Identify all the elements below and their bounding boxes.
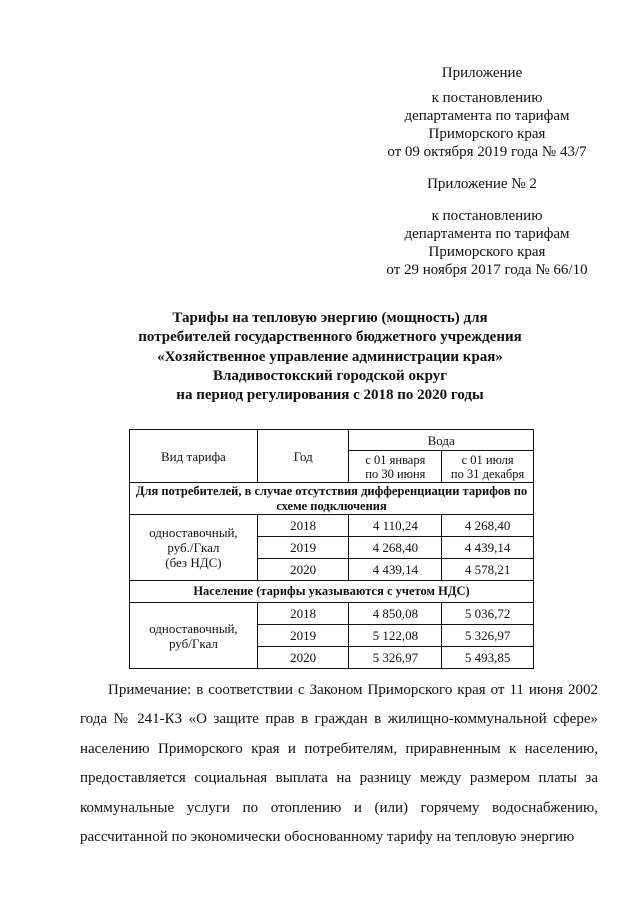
annex-1-title: Приложение xyxy=(441,65,523,81)
value-cell: 4 110,24 xyxy=(349,515,442,537)
note-paragraph xyxy=(80,676,598,852)
annex-1-line: от 09 октября 2019 года № 43/7 xyxy=(387,144,587,160)
value-cell: 5 036,72 xyxy=(442,603,534,625)
value-cell: 5 326,97 xyxy=(349,647,442,669)
annex-1-line: Приморского края xyxy=(428,126,546,142)
value-cell: 4 268,40 xyxy=(442,515,534,537)
year-cell: 2018 xyxy=(257,603,349,625)
value-cell: 4 850,08 xyxy=(349,603,442,625)
section-2-title: Население (тарифы указываются с учетом НДС) xyxy=(130,581,534,603)
value-cell: 5 122,08 xyxy=(349,625,442,647)
note-text: Примечание: в соответствии с Законом Приморского края от 11 июня 2002 года № 241-КЗ «О защите прав в граждан в жилищно-коммунальной сфере» населению Приморского края и потребителям, приравненным к населению, предоставляется социальная выплата на разницу между размером платы за коммунальные услуги по отоплению и (или) горячему водоснабжению, рассчитанной по экономически обоснованному тарифу на тепловую энергию xyxy=(80,682,598,846)
annex-2-line: к постановлению xyxy=(431,208,543,224)
col-header-year: Год xyxy=(257,430,349,483)
annex-1-line: к постановлению xyxy=(431,90,543,106)
col-header-h1: с 01 января по 30 июня xyxy=(349,451,442,483)
table-row xyxy=(130,603,534,625)
section-2-tariff-label: одноставочный, руб/Гкал xyxy=(130,603,258,669)
year-cell: 2019 xyxy=(257,625,349,647)
value-cell: 4 578,21 xyxy=(442,559,534,581)
year-cell: 2020 xyxy=(257,559,349,581)
year-cell: 2018 xyxy=(257,515,349,537)
annex-2-line: Приморского края xyxy=(428,244,546,260)
value-cell: 4 439,14 xyxy=(442,537,534,559)
title-line: потребителей государственного бюджетного учреждения xyxy=(138,329,522,346)
title-line: на период регулирования с 2018 по 2020 годы xyxy=(176,387,484,404)
year-cell: 2019 xyxy=(257,537,349,559)
title-line: «Хозяйственное управление администрации края» xyxy=(157,348,503,365)
value-cell: 4 268,40 xyxy=(349,537,442,559)
tariff-table xyxy=(129,429,534,669)
col-header-h2: с 01 июля по 31 декабря xyxy=(442,451,534,483)
annex-1-line: департамента по тарифам xyxy=(404,108,570,124)
document-title xyxy=(40,309,620,405)
title-line: Владивостокский городской округ xyxy=(212,367,448,384)
section-1-tariff-label: одноставочный, руб./Гкал (без НДС) xyxy=(130,515,258,581)
year-cell: 2020 xyxy=(257,647,349,669)
col-header-water: Вода xyxy=(349,430,534,451)
section-1-title: Для потребителей, в случае отсутствия дифференциации тарифов по схеме подключения xyxy=(130,483,534,515)
value-cell: 4 439,14 xyxy=(349,559,442,581)
value-cell: 5 493,85 xyxy=(442,647,534,669)
annex-2-line: департамента по тарифам xyxy=(404,226,570,242)
title-line: Тарифы на тепловую энергию (мощность) для xyxy=(172,310,488,326)
annex-2-title: Приложение № 2 xyxy=(427,176,537,192)
annex-2-line: от 29 ноября 2017 года № 66/10 xyxy=(386,262,588,278)
col-header-tariff: Вид тарифа xyxy=(130,430,258,483)
table-row xyxy=(130,515,534,537)
value-cell: 5 326,97 xyxy=(442,625,534,647)
